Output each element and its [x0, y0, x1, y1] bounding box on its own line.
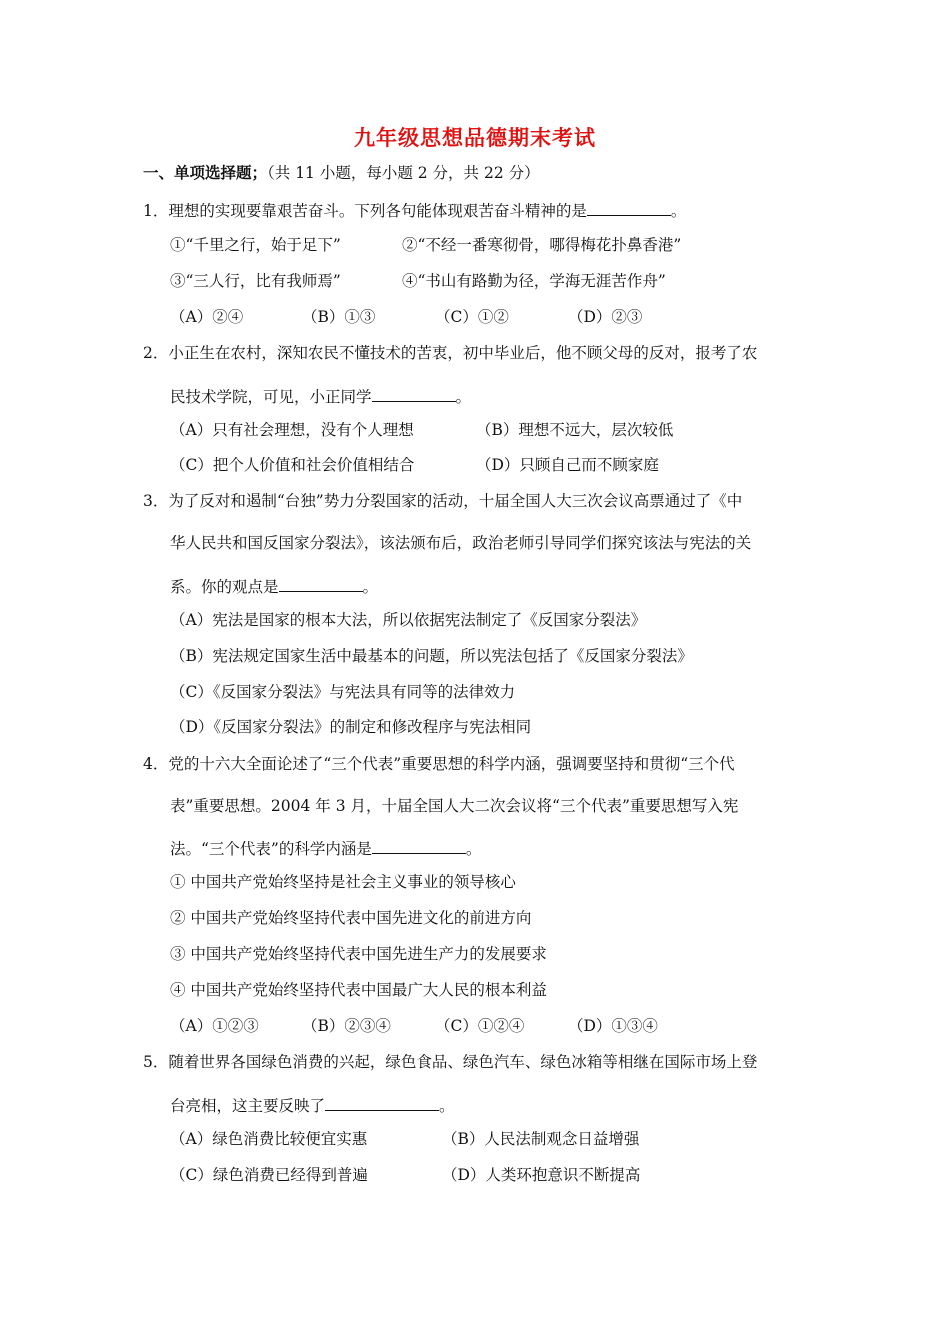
question-3-stem-line2: 华人民共和国反国家分裂法》，该法颁布后，政治老师引导同学们探究该法与宪法的关 — [170, 534, 752, 552]
option-b: （B）人民法制观念日益增强 — [442, 1130, 640, 1148]
question-2-stem-line2 — [170, 385, 471, 407]
item: ③“三人行，比有我师焉” — [170, 272, 341, 290]
question-3-stem-line1: 3．为了反对和遏制“台独”势力分裂国家的活动，十届全国人大三次会议高票通过了《中 — [143, 492, 743, 510]
punct: 。 — [439, 1097, 455, 1115]
question-text: 1．理想的实现要靠艰苦奋斗。下列各句能体现艰苦奋斗精神的是 — [143, 202, 587, 220]
option-c: （C）绿色消费已经得到普遍 — [170, 1166, 368, 1184]
answer-blank — [325, 1094, 439, 1111]
section-note: （共 11 小题，每小题 2 分，共 22 分） — [267, 164, 540, 182]
option-a: （A）绿色消费比较便宜实惠 — [170, 1130, 368, 1148]
punct: 。 — [465, 840, 482, 858]
section-label: 一、单项选择题； — [143, 163, 268, 182]
punct: 。 — [455, 388, 472, 406]
option-d: （D）只顾自己而不顾家庭 — [476, 456, 659, 474]
item: ①“千里之行，始于足下” — [170, 236, 341, 254]
item: ④“书山有路勤为径，学海无涯苦作舟” — [402, 272, 666, 290]
question-3-option-c: （C）《反国家分裂法》与宪法具有同等的法律效力 — [170, 683, 516, 701]
question-1-stem — [143, 199, 686, 221]
item: ②“不经一番寒彻骨，哪得梅花扑鼻香港” — [402, 236, 682, 254]
question-4-stem-line2: 表”重要思想。2004 年 3 月，十届全国人大二次会议将“三个代表”重要思想写入宪 — [170, 797, 739, 815]
question-4-item-2: ② 中国共产党始终坚持代表中国先进文化的前进方向 — [170, 909, 532, 927]
question-text: 民技术学院，可见，小正同学 — [170, 388, 372, 406]
option-c: （C）①② — [435, 308, 509, 326]
question-2-stem-line1: 2．小正生在农村，深知农民不懂技术的苦衷，初中毕业后，他不顾父母的反对，报考了农 — [143, 344, 758, 362]
question-5-stem-line2 — [170, 1094, 455, 1116]
answer-blank — [372, 837, 466, 854]
question-1-items-row2 — [170, 271, 666, 291]
punct: 。 — [670, 202, 687, 220]
option-b: （B）理想不远大，层次较低 — [476, 421, 674, 439]
question-5-stem-line1: 5．随着世界各国绿色消费的兴起，绿色食品、绿色汽车、绿色冰箱等相继在国际市场上登 — [143, 1053, 758, 1071]
answer-blank — [372, 385, 456, 402]
question-4-item-3: ③ 中国共产党始终坚持代表中国先进生产力的发展要求 — [170, 945, 547, 963]
option-d: （D）人类环抱意识不断提高 — [442, 1166, 641, 1184]
option-b: （B）①③ — [302, 308, 376, 326]
option-a: （A）①②③ — [170, 1017, 259, 1035]
option-d: （D）②③ — [568, 308, 643, 326]
question-3-option-a: （A）宪法是国家的根本大法，所以依据宪法制定了《反国家分裂法》 — [170, 611, 647, 629]
option-a: （A）只有社会理想，没有个人理想 — [170, 421, 414, 439]
question-3-option-b: （B）宪法规定国家生活中最基本的问题，所以宪法包括了《反国家分裂法》 — [170, 647, 693, 665]
answer-blank — [279, 575, 363, 592]
question-text: 法。“三个代表”的科学内涵是 — [170, 840, 372, 858]
option-b: （B）②③④ — [302, 1017, 391, 1035]
option-c: （C）①②④ — [435, 1017, 525, 1035]
question-4-stem-line3 — [170, 837, 481, 859]
question-text: 台亮相，这主要反映了 — [170, 1097, 326, 1115]
question-3-option-d: （D）《反国家分裂法》的制定和修改程序与宪法相同 — [170, 718, 532, 736]
punct: 。 — [362, 578, 379, 596]
question-4-item-1: ① 中国共产党始终坚持是社会主义事业的领导核心 — [170, 873, 516, 891]
option-a: （A）②④ — [170, 308, 244, 326]
answer-blank — [587, 199, 671, 216]
section-heading — [143, 163, 540, 183]
question-4-item-4: ④ 中国共产党始终坚持代表中国最广大人民的根本利益 — [170, 981, 547, 999]
question-4-stem-line1: 4．党的十六大全面论述了“三个代表”重要思想的科学内涵，强调要坚持和贯彻“三个代 — [143, 755, 735, 773]
question-3-stem-line3 — [170, 575, 378, 597]
option-c: （C）把个人价值和社会价值相结合 — [170, 456, 415, 474]
question-1-items-row1 — [170, 235, 682, 255]
option-d: （D）①③④ — [568, 1017, 658, 1035]
question-text: 系。你的观点是 — [170, 578, 279, 596]
page-title: 九年级思想品德期末考试 — [354, 125, 596, 150]
